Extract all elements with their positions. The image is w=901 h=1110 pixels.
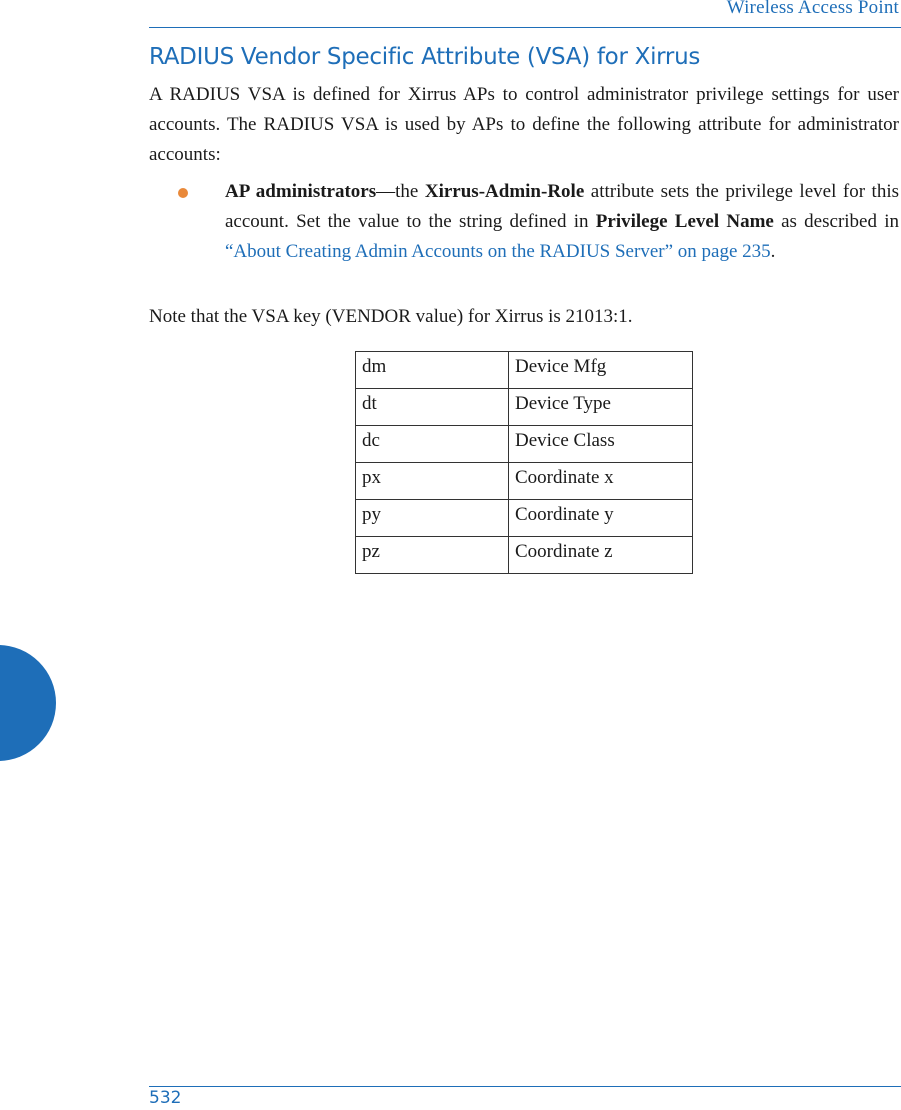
intro-paragraph: A RADIUS VSA is defined for Xirrus APs to control administrator privilege settings for user accounts. The RADIUS VSA is used by APs to define the following attribute for administrator accounts: <box>149 84 899 165</box>
cross-reference-link[interactable]: “About Creating Admin Accounts on the RADIUS Server” on page 235 <box>225 241 771 262</box>
bullet-text <box>225 177 899 267</box>
bullet-text-part-1: attribute sets the privilege level for this account. Set the value to the string defined in <box>225 181 899 232</box>
table-cell-key: pz <box>356 537 509 574</box>
bullet-dot-icon <box>178 188 188 198</box>
table-cell-key: dt <box>356 389 509 426</box>
table-cell-value: Coordinate x <box>509 463 693 500</box>
vsa-key-table <box>355 351 693 574</box>
header-rule <box>149 27 901 28</box>
bullet-text-part-2: as described in <box>773 211 900 232</box>
table-cell-key: dm <box>356 352 509 389</box>
table-cell-value: Device Type <box>509 389 693 426</box>
running-header: Wireless Access Point <box>726 0 899 18</box>
bullet-end: . <box>770 241 776 262</box>
bullet-term: AP administrators <box>225 181 377 202</box>
table-cell-value: Device Mfg <box>509 352 693 389</box>
table-row <box>356 500 693 537</box>
section-title: RADIUS Vendor Specific Attribute (VSA) for Xirrus <box>149 44 701 70</box>
page-number: 532 <box>149 1088 182 1108</box>
table-row <box>356 389 693 426</box>
table-row <box>356 537 693 574</box>
table-cell-key: py <box>356 500 509 537</box>
table-cell-value: Coordinate y <box>509 500 693 537</box>
chapter-tab-marker <box>0 645 56 761</box>
table-cell-key: dc <box>356 426 509 463</box>
table-cell-key: px <box>356 463 509 500</box>
footer-rule <box>149 1086 901 1087</box>
table-row <box>356 352 693 389</box>
attribute-name: Xirrus-Admin-Role <box>424 181 585 202</box>
table-cell-value: Coordinate z <box>509 537 693 574</box>
table-cell-value: Device Class <box>509 426 693 463</box>
note-paragraph: Note that the VSA key (VENDOR value) for Xirrus is 21013:1. <box>149 306 633 327</box>
bullet-dash: —the <box>376 181 425 202</box>
field-name: Privilege Level Name <box>595 211 774 232</box>
table-row <box>356 463 693 500</box>
table-row <box>356 426 693 463</box>
